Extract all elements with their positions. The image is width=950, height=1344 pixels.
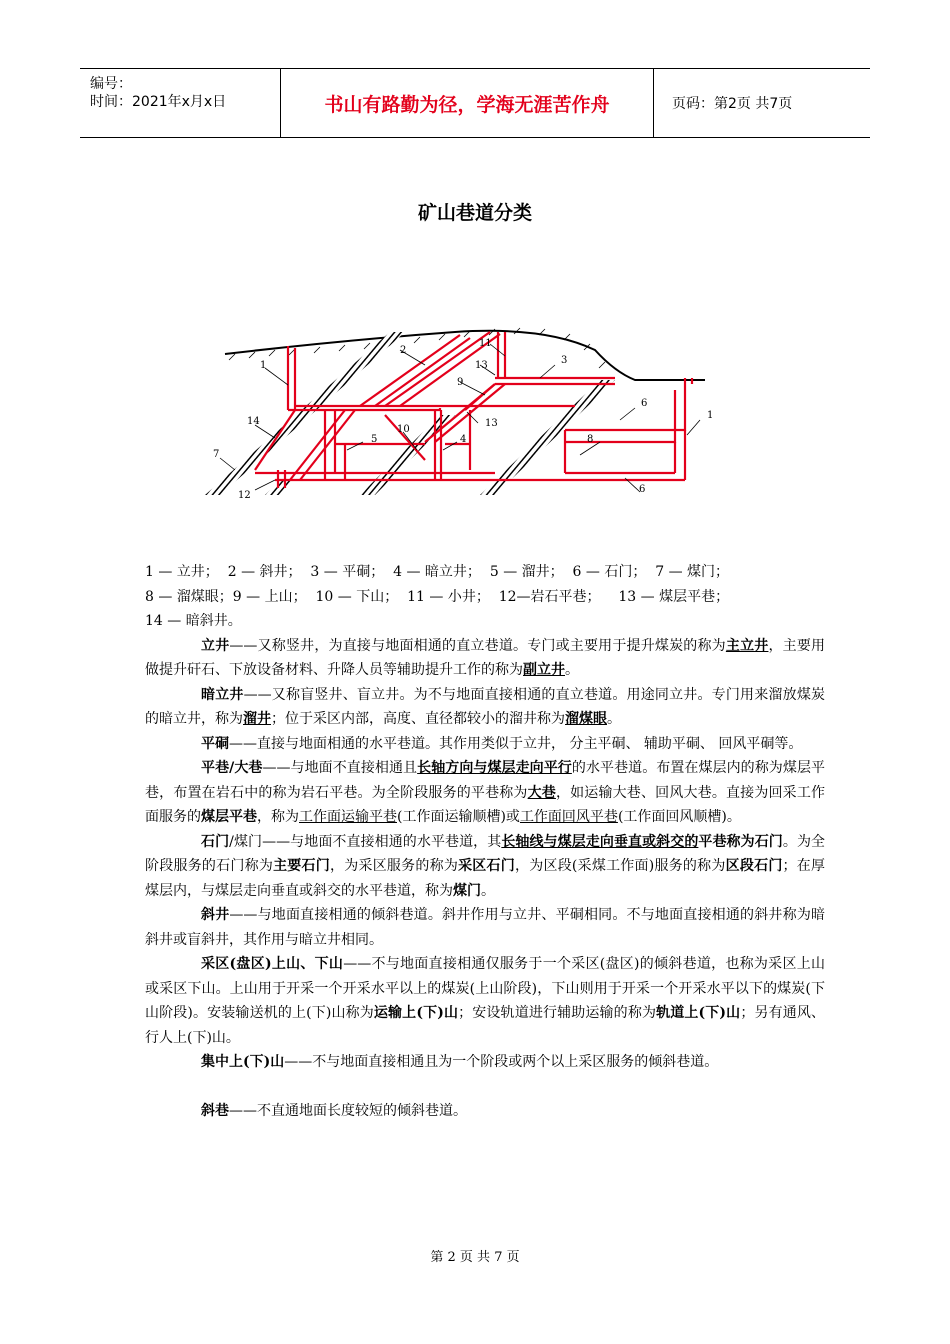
paragraph-main-rise — [145, 1050, 825, 1075]
term: 副立井 — [523, 662, 565, 678]
text: ——与地面直接相通的倾斜巷道。斜井作用与立井、平硐相同。不与地面直接相通的斜井称为暗斜井或盲斜井，其作用与暗立井相同。 — [145, 907, 826, 948]
term: 采区(盘区)上山、下山 — [201, 956, 344, 972]
diagram-label-6b: 6 — [639, 484, 646, 495]
legend-line: 8 — 溜煤眼；9 — 上山； 10 — 下山； 11 — 小井； 12—岩石平巷； 13 — 煤层平巷； — [145, 588, 730, 605]
text: 。为全阶段服务的石门称为 — [145, 833, 826, 874]
term: 暗立井 — [201, 686, 244, 703]
text: ——不直通地面长度较短的倾斜巷道。 — [229, 1102, 467, 1119]
document-body — [145, 560, 825, 1123]
term: 斜巷 — [201, 1102, 229, 1119]
term: 溜井 — [243, 711, 271, 727]
diagram-legend — [145, 560, 825, 634]
text: ；安设轨道进行辅助运输的称为 — [458, 1005, 657, 1021]
paragraph-drift — [145, 756, 825, 830]
term: 工作面运输平巷 — [299, 809, 397, 825]
text: ，为采区服务的称为 — [330, 858, 459, 874]
term: 石门 — [201, 833, 230, 850]
label-leaders — [220, 344, 700, 492]
code-label: 编号： — [90, 76, 132, 92]
diagram-label-6a: 6 — [641, 398, 648, 409]
text: 。 — [565, 662, 579, 678]
term: 长轴方向与煤层走向平行 — [417, 760, 572, 776]
term: 集中上(下)山 — [201, 1054, 285, 1070]
text: ，为区段(采煤工作面)服务的称为 — [515, 858, 726, 874]
diagram-label-13a: 13 — [475, 360, 488, 371]
text: ——直接与地面相通的水平巷道。其作用类似于立井， 分主平硐、 辅助平硐、 回风平硐等。 — [229, 735, 803, 752]
term: 平巷称为石门 — [698, 833, 783, 850]
diagram-label-5: 5 — [371, 434, 378, 445]
document-title: 矿山巷道分类 — [417, 202, 532, 224]
paragraph-rise-dip — [145, 952, 825, 1050]
roadways — [255, 332, 692, 488]
text: 。 — [607, 711, 621, 727]
text: ；位于采区内部，高度、直径都较小的溜井称为 — [271, 711, 565, 727]
spacer — [145, 1075, 825, 1099]
term: 轨道上(下)山 — [656, 1005, 741, 1021]
text: 的水平巷道。布置在煤层内的称为煤层平巷，布置在岩石中的称为岩石平巷。为全阶段服务的平巷称为 — [145, 760, 826, 801]
term: 长轴线与煤层走向垂直或斜交的 — [501, 833, 699, 850]
diagram-label-12: 12 — [238, 490, 251, 501]
diagram-label-10: 10 — [397, 424, 410, 435]
paragraph-crosscut — [145, 830, 825, 904]
text: ——不与地面直接相通且为一个阶段或两个以上采区服务的倾斜巷道。 — [284, 1054, 719, 1070]
legend-line: 14 — 暗斜井。 — [145, 613, 242, 629]
diagram-label-13b: 13 — [485, 418, 498, 429]
diagram-label-1a: 1 — [260, 360, 267, 371]
term: 平硐 — [201, 735, 229, 752]
term: 立井 — [201, 637, 230, 654]
text: ，如运输大巷、回风大巷。直接为回采工作面服务的 — [145, 784, 826, 825]
term: 运输上(下)山 — [373, 1005, 459, 1021]
diagram-label-9: 9 — [457, 377, 464, 388]
page-label-text: 页码：第2页 共7页 — [672, 96, 793, 112]
paragraph-vertical-shaft — [145, 634, 825, 683]
term: 斜井 — [201, 907, 230, 923]
term: 主要石门 — [273, 858, 330, 874]
text: ——又称盲竖井、盲立井。为不与地面直接相通的直立巷道。用途同立井。专门用来溜放煤炭的暗立井，称为 — [145, 686, 826, 727]
term: 工作面回风平巷 — [519, 809, 618, 825]
mine-roadway-diagram — [195, 320, 735, 510]
paragraph-incline — [145, 1099, 825, 1124]
paragraph-inclined-shaft — [145, 903, 825, 952]
header-info-cell — [80, 69, 281, 137]
text: ——不与地面直接相通仅服务于一个采区(盘区)的倾斜巷道，也称为采区上山或采区下山。上山用于开采一个开采水平以上的煤炭(上山阶段)，下山则用于开采一个开采水平以下的煤炭(下山阶段)。安装输送机的上(下)山称为 — [145, 956, 825, 1021]
diagram-label-4: 4 — [460, 434, 467, 445]
term: 煤门 — [453, 882, 481, 899]
text: ；在厚煤层内，与煤层走向垂直或斜交的水平巷道，称为 — [145, 858, 826, 899]
term: 大巷 — [527, 784, 556, 801]
header-motto: 书山有路勤为径，学海无涯苦作舟 — [281, 69, 654, 137]
page-header — [80, 68, 870, 138]
term: 平巷/大巷 — [201, 760, 263, 776]
text: ——与地面不直接相通且 — [262, 760, 418, 776]
diagram-label-14: 14 — [247, 416, 260, 427]
term: 主立井 — [725, 637, 769, 654]
header-page-label — [664, 69, 870, 137]
text: (工作面回风顺槽)。 — [617, 809, 741, 825]
diagram-label-2: 2 — [400, 345, 407, 356]
text: ；另有通风、行人上(下)山。 — [145, 1005, 826, 1046]
diagram-label-1b: 1 — [707, 410, 714, 421]
diagram-label-8: 8 — [587, 434, 594, 445]
text: ，主要用做提升矸石、下放设备材料、升降人员等辅助提升工作的称为 — [145, 637, 826, 678]
diagram-label-11: 11 — [479, 338, 492, 349]
paragraph-adit — [145, 732, 825, 757]
legend-line: 1 — 立井； 2 — 斜井； 3 — 平硐； 4 — 暗立井； 5 — 溜井； 6 — 石门； 7 — 煤门； — [145, 564, 730, 580]
paragraph-blind-shaft — [145, 683, 825, 732]
term: 煤层平巷 — [201, 809, 257, 825]
term: 区段石门 — [725, 858, 783, 874]
page-footer: 第 2 页 共 7 页 — [430, 1250, 520, 1265]
diagram-label-3: 3 — [561, 355, 568, 366]
term: 采区石门 — [458, 858, 515, 874]
ground-surface — [225, 328, 705, 380]
text: ——又称竖井，为直接与地面相通的直立巷道。专门或主要用于提升煤炭的称为 — [229, 637, 726, 654]
text: 。 — [481, 882, 495, 899]
term: 溜煤眼 — [565, 711, 607, 727]
text: /煤门——与地面不直接相通的水平巷道，其 — [229, 833, 502, 850]
time-label: 时间：2021年x月x日 — [90, 94, 227, 110]
text: ，称为 — [257, 809, 299, 825]
text: (工作面运输顺槽)或 — [397, 809, 520, 825]
diagram-label-7: 7 — [213, 449, 220, 460]
